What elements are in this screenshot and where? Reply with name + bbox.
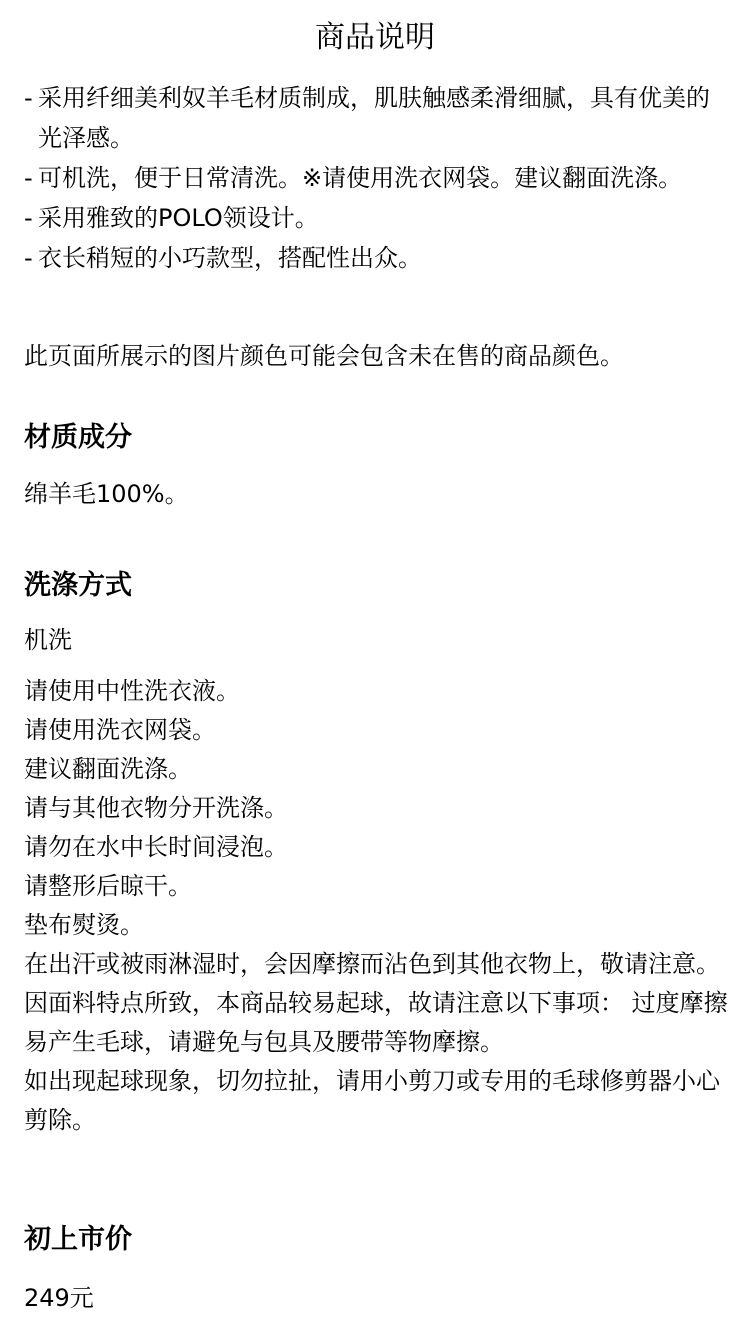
washing-instruction: 建议翻面洗涤。 xyxy=(24,755,192,783)
feature-item xyxy=(24,198,728,238)
bullet-marker: - xyxy=(24,204,33,232)
washing-instruction: 请使用中性洗衣液。 xyxy=(24,677,240,705)
material-heading: 材质成分 xyxy=(24,422,132,453)
feature-item xyxy=(24,78,728,158)
feature-item xyxy=(24,158,728,198)
feature-text: 采用纤细美利奴羊毛材质制成，肌肤触感柔滑细腻，具有优美的光泽感。 xyxy=(38,84,710,152)
feature-text: 采用雅致的POLO领设计。 xyxy=(38,204,319,232)
material-text: 绵羊毛100%。 xyxy=(24,480,189,508)
color-notice: 此页面所展示的图片颜色可能会包含未在售的商品颜色。 xyxy=(24,342,624,370)
bullet-marker: - xyxy=(24,244,33,272)
page-title: 商品说明 xyxy=(315,20,435,55)
washing-instructions xyxy=(24,672,728,1140)
washing-instruction: 如出现起球现象，切勿拉扯，请用小剪刀或专用的毛球修剪器小心剪除。 xyxy=(24,1067,720,1134)
bullet-marker: - xyxy=(24,84,33,112)
price-heading: 初上市价 xyxy=(24,1224,132,1255)
washing-instruction: 请整形后晾干。 xyxy=(24,872,192,900)
washing-instruction: 请勿在水中长时间浸泡。 xyxy=(24,833,288,861)
feature-list xyxy=(24,78,728,278)
feature-text: 可机洗，便于日常清洗。※请使用洗衣网袋。建议翻面洗涤。 xyxy=(38,164,683,192)
washing-instruction: 因面料特点所致，本商品较易起球，故请注意以下事项： 过度摩擦易产生毛球，请避免与包具及腰带等物摩擦。 xyxy=(24,989,728,1056)
washing-heading: 洗涤方式 xyxy=(24,570,132,601)
washing-instruction: 垫布熨烫。 xyxy=(24,911,144,939)
washing-instruction: 在出汗或被雨淋湿时，会因摩擦而沾色到其他衣物上，敬请注意。 xyxy=(24,950,720,978)
washing-instruction: 请使用洗衣网袋。 xyxy=(24,716,216,744)
feature-item xyxy=(24,238,728,278)
price-value: 249元 xyxy=(24,1284,94,1312)
washing-instruction: 请与其他衣物分开洗涤。 xyxy=(24,794,288,822)
bullet-marker: - xyxy=(24,164,33,192)
feature-text: 衣长稍短的小巧款型，搭配性出众。 xyxy=(38,244,422,272)
washing-method: 机洗 xyxy=(24,626,72,654)
